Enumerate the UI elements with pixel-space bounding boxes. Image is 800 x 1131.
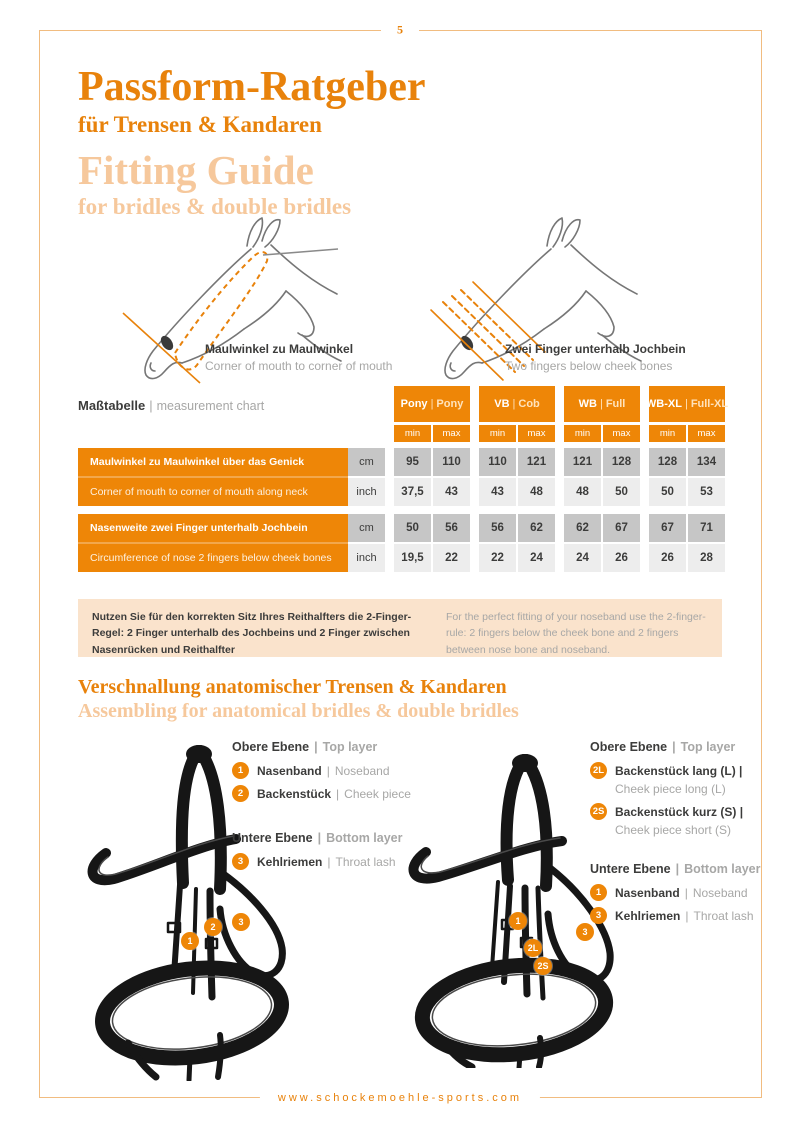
- value-cell: 37,5: [394, 478, 431, 506]
- legend-item-cheek-piece-long: 2L Backenstück lang (L) |: [590, 762, 750, 779]
- min-header: min: [394, 425, 431, 442]
- unit-cell: inch: [348, 544, 385, 572]
- value-cell: 121: [518, 448, 555, 476]
- legend-item-throat-lash: 3 Kehlriemen | Throat lash: [590, 907, 750, 924]
- legend-item-noseband: 1 Nasenband | Noseband: [590, 884, 750, 901]
- page-title-de: Passform-Ratgeber: [78, 64, 426, 110]
- caption-de: Zwei Finger unterhalb Jochbein: [505, 342, 686, 356]
- unit-cell: cm: [348, 448, 385, 476]
- bridle-marker-3: 3: [576, 923, 594, 941]
- value-cell: 62: [564, 514, 601, 542]
- value-cell: 26: [603, 544, 640, 572]
- row-label-en: Circumference of nose 2 fingers below cheek bones: [90, 552, 332, 564]
- legend-heading-bottom: Untere Ebene | Bottom layer: [232, 831, 403, 845]
- value-cell: 56: [479, 514, 516, 542]
- row-label-block-nose: [78, 514, 348, 572]
- value-cell: 22: [433, 544, 470, 572]
- legend-item-noseband: 1 Nasenband | Noseband: [232, 762, 402, 779]
- info-text-en: For the perfect fitting of your noseband use the 2-finger-rule: 2 fingers below the cheek bone and 2 fingers between nose bone and noseband.: [446, 611, 706, 656]
- value-cell: 56: [433, 514, 470, 542]
- row-label-de: Nasenweite zwei Finger unterhalb Jochbein: [90, 522, 308, 534]
- page-subtitle-en: for bridles & double bridles: [78, 194, 352, 219]
- value-cell: 43: [479, 478, 516, 506]
- caption-de: Maulwinkel zu Maulwinkel: [205, 342, 354, 356]
- size-group-full-xl: WB-XL | Full-XL: [649, 386, 725, 422]
- value-cell: 110: [433, 448, 470, 476]
- value-cell: 50: [603, 478, 640, 506]
- value-cell: 43: [433, 478, 470, 506]
- value-cell: 110: [479, 448, 516, 476]
- value-cell: 53: [688, 478, 725, 506]
- value-cell: 48: [518, 478, 555, 506]
- value-cell: 50: [649, 478, 686, 506]
- bridle-marker-1: 1: [509, 912, 527, 930]
- bridle-marker-2: 2: [204, 918, 222, 936]
- bridle-marker-3: 3: [232, 913, 250, 931]
- row-label-de: Maulwinkel zu Maulwinkel über das Genick: [90, 456, 305, 468]
- size-group-cob: VB | Cob: [479, 386, 555, 422]
- legend-double-bridle: [590, 740, 761, 924]
- figure-caption-2: [505, 342, 686, 373]
- max-header: max: [603, 425, 640, 442]
- row-label-en: Corner of mouth to corner of mouth along neck: [90, 486, 308, 498]
- footer-website-link[interactable]: www.schockemoehle-sports.com: [260, 1092, 540, 1104]
- unit-cell: inch: [348, 478, 385, 506]
- min-header: min: [649, 425, 686, 442]
- legend-item-cheek-piece-short: 2S Backenstück kurz (S) |: [590, 803, 750, 820]
- value-cell: 67: [603, 514, 640, 542]
- badge-3: 3: [590, 907, 607, 924]
- unit-cell: cm: [348, 514, 385, 542]
- page-subtitle-de: für Trensen & Kandaren: [78, 112, 322, 137]
- size-group-pony: Pony | Pony: [394, 386, 470, 422]
- value-cell: 71: [688, 514, 725, 542]
- value-cell: 128: [603, 448, 640, 476]
- value-cell: 128: [649, 448, 686, 476]
- page-number: 5: [381, 23, 419, 38]
- min-header: min: [564, 425, 601, 442]
- caption-en: Two fingers below cheek bones: [505, 359, 673, 373]
- bridle-marker-1: 1: [181, 932, 199, 950]
- min-header: min: [479, 425, 516, 442]
- bridle-marker-2L: 2L: [524, 939, 542, 957]
- value-cell: 48: [564, 478, 601, 506]
- badge-2L: 2L: [590, 762, 607, 779]
- max-header: max: [433, 425, 470, 442]
- value-cell: 95: [394, 448, 431, 476]
- value-cell: 28: [688, 544, 725, 572]
- legend-heading-top: Obere Ebene | Top layer: [232, 740, 378, 754]
- max-header: max: [518, 425, 555, 442]
- legend-heading-top: Obere Ebene | Top layer: [590, 740, 736, 754]
- badge-2S: 2S: [590, 803, 607, 820]
- value-cell: 24: [518, 544, 555, 572]
- value-cell: 134: [688, 448, 725, 476]
- measurement-table-title: Maßtabelle | measurement chart: [78, 398, 265, 413]
- caption-en: Corner of mouth to corner of mouth: [205, 359, 393, 373]
- legend-item-en: Cheek piece long (L): [615, 782, 726, 796]
- legend-item-throat-lash: 3 Kehlriemen | Throat lash: [232, 853, 402, 870]
- value-cell: 62: [518, 514, 555, 542]
- badge-3: 3: [232, 853, 249, 870]
- section-title-de: Verschnallung anatomischer Trensen & Kandaren: [78, 676, 507, 698]
- badge-1: 1: [232, 762, 249, 779]
- value-cell: 121: [564, 448, 601, 476]
- value-cell: 19,5: [394, 544, 431, 572]
- legend-heading-bottom: Untere Ebene | Bottom layer: [590, 862, 761, 876]
- row-label-block-mouth: [78, 448, 348, 506]
- size-group-full: WB | Full: [564, 386, 640, 422]
- value-cell: 50: [394, 514, 431, 542]
- legend-item-en: Cheek piece short (S): [615, 823, 732, 837]
- value-cell: 26: [649, 544, 686, 572]
- legend-item-cheek-piece: 2 Backenstück | Cheek piece: [232, 785, 402, 802]
- two-finger-rule-info-box: [78, 599, 722, 657]
- badge-1: 1: [590, 884, 607, 901]
- legend-snaffle: [232, 740, 411, 870]
- value-cell: 22: [479, 544, 516, 572]
- value-cell: 24: [564, 544, 601, 572]
- figure-caption-1: [205, 342, 392, 373]
- section-title-en: Assembling for anatomical bridles & double bridles: [78, 700, 519, 722]
- bridle-marker-2S: 2S: [534, 957, 552, 975]
- value-cell: 67: [649, 514, 686, 542]
- info-text-de: Nutzen Sie für den korrekten Sitz Ihres Reithalfters die 2-Finger-Regel: 2 Finger unterhalb des Jochbeins und 2 Finger zwischen Nasenrücken und Reithalfter: [92, 611, 412, 656]
- badge-2: 2: [232, 785, 249, 802]
- page-title-en: Fitting Guide: [78, 147, 314, 193]
- measurement-table: [78, 386, 729, 572]
- max-header: max: [688, 425, 725, 442]
